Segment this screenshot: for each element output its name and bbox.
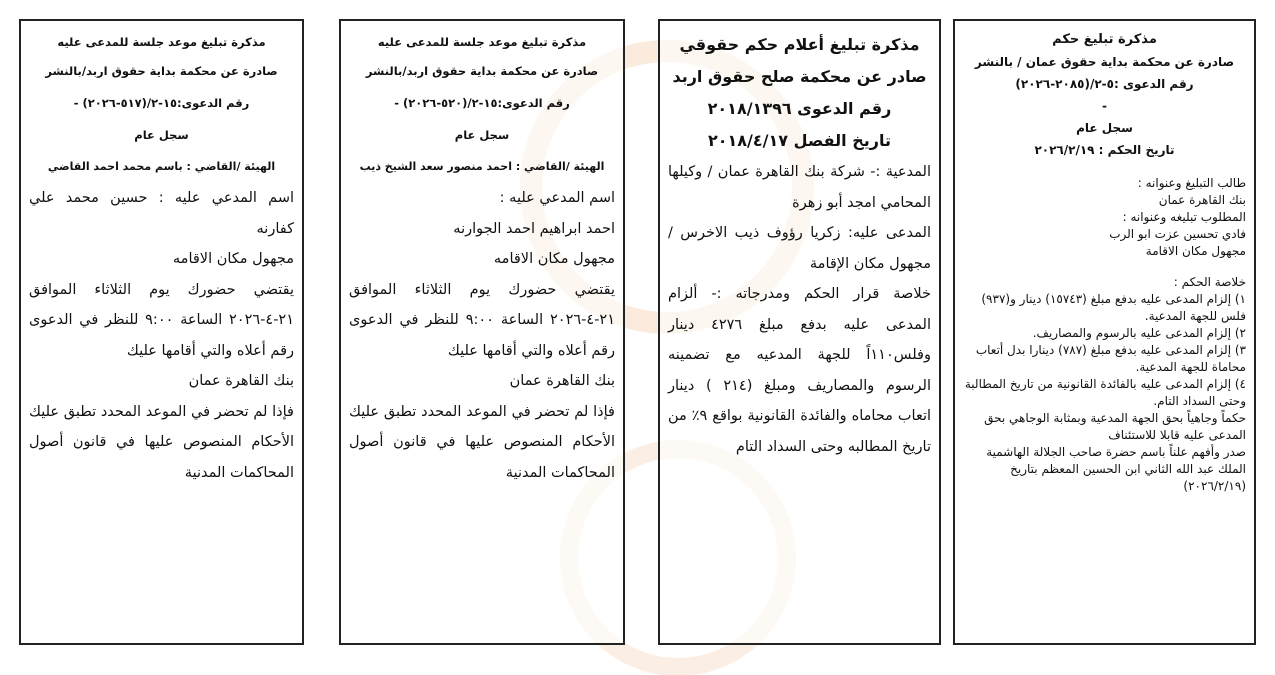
notice-dash: - bbox=[1102, 99, 1107, 113]
notice-case-number: رقم الدعوى ٢٠١٨/١٣٩٦ bbox=[707, 99, 892, 118]
notice-register: سجل عام bbox=[134, 128, 189, 142]
recipient-label: المطلوب تبليغه وعنوانه : bbox=[1122, 210, 1246, 224]
notice-case-number: رقم الدعوى:١٥-٢/(٥١٧-٢٠٢٦) - bbox=[73, 96, 250, 110]
notice-case-number: رقم الدعوى :٥-٢/(٢٠٨٥-٢٠٢٦) bbox=[1015, 77, 1194, 91]
hearing-paragraph: يقتضي حضورك يوم الثلاثاء الموافق ٢١-٤-٢٠٢٦ الساعة ٩:٠٠ للنظر في الدعوى رقم أعلاه والتي أقامها عليك bbox=[349, 281, 615, 359]
notice-hearing-517 bbox=[19, 19, 304, 645]
notice-register: سجل عام bbox=[454, 128, 510, 142]
notice-court: صادر عن محكمة صلح حقوق اربد bbox=[672, 67, 927, 86]
summary-item: ٤) إلزام المدعى عليه بالفائدة القانونية من تاريخ المطالبة وحتى السداد التام. bbox=[964, 377, 1246, 408]
notice-judgment-irbid bbox=[658, 19, 941, 645]
notice-register: سجل عام bbox=[1076, 121, 1133, 135]
warning-paragraph: فإذا لم تحضر في الموعد المحدد تطبق عليك الأحكام المنصوص عليها في قانون أصول المحاكمات المدنية bbox=[29, 403, 294, 481]
summary-item: ١) إلزام المدعى عليه بدفع مبلغ (١٥٧٤٣) دينار و(٩٣٧) فلس للجهة المدعية. bbox=[981, 292, 1246, 323]
summary-verdict: حكماً وجاهياً بحق الجهة المدعية وبمثابة الوجاهي بحق المدعى عليه قابلا للاستئناف bbox=[984, 411, 1246, 442]
warning-paragraph: فإذا لم تحضر في الموعد المحدد تطبق عليك الأحكام المنصوص عليها في قانون أصول المحاكمات المدنية bbox=[349, 403, 615, 481]
recipient-address: مجهول مكان الاقامة bbox=[1145, 244, 1246, 258]
notice-judge-panel: الهيئة /القاضي : باسم محمد احمد القاضي bbox=[47, 160, 276, 173]
requester-label: طالب التبليغ وعنوانه : bbox=[1137, 176, 1246, 190]
notice-court: صادرة عن محكمة بداية حقوق اربد/بالنشر bbox=[45, 64, 278, 78]
notice-title: مذكرة تبليغ أعلام حكم حقوقي bbox=[679, 35, 920, 54]
notice-title: مذكرة تبليغ حكم bbox=[1052, 32, 1157, 47]
decision-summary-paragraph: خلاصة قرار الحكم ومدرجاته :- ألزام المدعى عليه بدفع مبلغ ٤٢٧٦ دينار وفلس١١٠اً للجهة المدعيه مع تضمينه الرسوم والمصاريف ومبلغ (٢١٤ ) دينار اتعاب محاماه والفائدة القانونية بواقع ٩٪ من تاريخ المطالبه وحتى السداد التام bbox=[668, 286, 932, 455]
notice-judge-panel: الهيئة /القاضي : احمد منصور سعد الشيخ ذيب bbox=[359, 160, 605, 173]
defendant-name: اسم المدعي عليه : حسين محمد علي كفارنه bbox=[29, 190, 294, 237]
defendant-paragraph: المدعى عليه: زكريا رؤوف ذيب الاخرس / مجهول مكان الإقامة bbox=[668, 225, 931, 272]
notice-title: مذكرة تبليغ موعد جلسة للمدعى عليه bbox=[377, 35, 587, 49]
notice-judgment-date: تاريخ الحكم : ٢٠٢٦/٢/١٩ bbox=[1034, 143, 1175, 157]
notice-judgment-amman bbox=[953, 19, 1256, 645]
notice-decision-date: تاريخ الفصل ٢٠١٨/٤/١٧ bbox=[707, 131, 891, 150]
notice-court: صادرة عن محكمة بداية حقوق عمان / بالنشر bbox=[974, 55, 1235, 69]
summary-title: خلاصة الحكم : bbox=[1173, 275, 1246, 289]
summary-item: ٢) إلزام المدعى عليه بالرسوم والمصاريف. bbox=[1032, 326, 1246, 340]
defendant-address: مجهول مكان الاقامه bbox=[493, 251, 615, 267]
requester-name: بنك القاهرة عمان bbox=[1158, 193, 1246, 207]
summary-item: ٣) إلزام المدعى عليه بدفع مبلغ (٧٨٧) دينارا بدل أتعاب محاماة للجهة المدعية. bbox=[975, 343, 1246, 374]
plaintiff-paragraph: المدعية :- شركة بنك القاهرة عمان / وكيلها المحامي امجد أبو زهرة bbox=[668, 164, 931, 211]
notice-court: صادرة عن محكمة بداية حقوق اربد/بالنشر bbox=[365, 64, 599, 78]
plaintiff-name: بنك القاهرة عمان bbox=[509, 373, 615, 389]
summary-issuance: صدر وأفهم علناً باسم حضرة صاحب الجلالة الهاشمية الملك عبد الله الثاني ابن الحسين المعظم بتاريخ (٢٠٢٦/٢/١٩) bbox=[986, 445, 1246, 493]
defendant-name: احمد ابراهيم احمد الجوارنه bbox=[453, 220, 615, 237]
notice-title: مذكرة تبليغ موعد جلسة للمدعى عليه bbox=[57, 35, 266, 49]
notice-case-number: رقم الدعوى:١٥-٢/(٥٢٠-٢٠٢٦) - bbox=[394, 96, 570, 110]
recipient-name: فادي تحسين عزت ابو الرب bbox=[1109, 227, 1246, 241]
defendant-label: اسم المدعي عليه : bbox=[499, 190, 615, 206]
hearing-paragraph: يقتضي حضورك يوم الثلاثاء الموافق ٢١-٤-٢٠٢٦ الساعة ٩:٠٠ للنظر في الدعوى رقم أعلاه والتي أقامها عليك bbox=[29, 281, 294, 359]
defendant-address: مجهول مكان الاقامه bbox=[172, 251, 294, 267]
plaintiff-name: بنك القاهرة عمان bbox=[188, 373, 294, 389]
notice-hearing-520 bbox=[339, 19, 625, 645]
